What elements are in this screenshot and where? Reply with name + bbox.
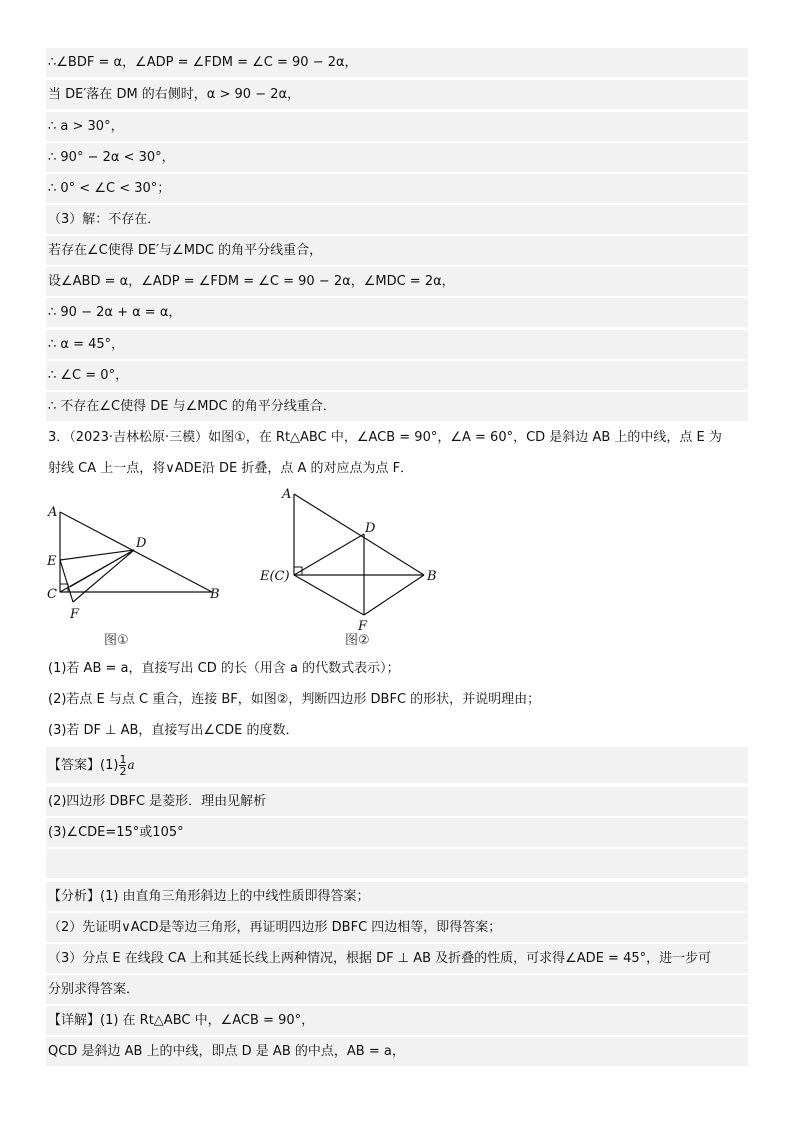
analysis-line-2: （2）先证明∨ACD是等边三角形，再证明四边形 DBFC 四边相等，即得答案； — [46, 913, 748, 942]
solution-line-11: ∴ ∠C = 0°， — [46, 361, 748, 390]
fig1-caption: 图① — [104, 633, 129, 648]
fig1-label-D: D — [136, 536, 147, 551]
fig2-label-EC: E(C) — [260, 569, 290, 584]
question-1: (1)若 AB = a，直接写出 CD 的长（用含 a 的代数式表示）； — [48, 661, 400, 676]
answer-1-prefix: (1) — [100, 758, 119, 773]
geometry-figures — [40, 484, 460, 656]
solution-line-3: ∴ a > 30°， — [46, 112, 748, 141]
fig1-label-F: F — [70, 607, 80, 622]
answer-1-fraction — [119, 754, 126, 777]
fraction-numerator: 1 — [119, 753, 127, 766]
fig1-label-E: E — [47, 554, 57, 569]
answer-line-1 — [46, 747, 748, 783]
problem-3-line-1: 3．（2023·吉林松原·三模）如图①，在 Rt△ABC 中，∠ACB = 90°，∠A = 60°，CD 是斜边 AB 上的中线，点 E 为 — [48, 430, 722, 445]
answer-tag: 【答案】 — [48, 758, 101, 773]
solution-line-6: （3）解：不存在． — [46, 205, 748, 234]
question-2: (2)若点 E 与点 C 重合，连接 BF，如图②，判断四边形 DBFC 的形状，并说明理由； — [48, 692, 541, 707]
fig2-caption: 图② — [345, 633, 370, 648]
detail-line-1: 【详解】(1) 在 Rt△ABC 中，∠ACB = 90°， — [46, 1006, 748, 1035]
fig2-label-F: F — [358, 619, 368, 634]
question-3: (3)若 DF ⊥ AB，直接写出∠CDE 的度数． — [48, 723, 299, 738]
solution-line-9: ∴ 90 − 2α + α = α， — [46, 298, 748, 327]
analysis-line-4: 分别求得答案． — [46, 975, 748, 1004]
solution-line-5: ∴ 0° < ∠C < 30°； — [46, 174, 748, 203]
solution-line-8: 设∠ABD = α，∠ADP = ∠FDM = ∠C = 90 − 2α，∠MDC = 2α， — [46, 267, 748, 296]
figure-1 — [46, 505, 220, 648]
answer-spacer — [46, 849, 748, 878]
fig2-label-B: B — [427, 569, 437, 584]
solution-line-7: 若存在∠C使得 DE′与∠MDC 的角平分线重合， — [46, 236, 748, 265]
solution-line-2: 当 DE′落在 DM 的右侧时，α > 90 − 2α， — [46, 80, 748, 109]
fig1-label-B: B — [210, 587, 220, 602]
solution-line-1: ∴∠BDF = α，∠ADP = ∠FDM = ∠C = 90 − 2α， — [46, 48, 748, 77]
problem-3-line-2: 射线 CA 上一点，将∨ADE沿 DE 折叠，点 A 的对应点为点 F． — [48, 461, 414, 476]
solution-line-4: ∴ 90° − 2α < 30°， — [46, 143, 748, 172]
answer-1-variable: a — [127, 758, 135, 772]
solution-line-10: ∴ α = 45°， — [46, 330, 748, 359]
fig1-label-A: A — [48, 505, 58, 520]
solution-line-12: ∴ 不存在∠C使得 DE 与∠MDC 的角平分线重合． — [46, 392, 748, 421]
analysis-line-1: 【分析】(1) 由直角三角形斜边上的中线性质即得答案； — [46, 882, 748, 911]
fig2-label-A: A — [282, 487, 292, 502]
analysis-line-3: （3）分点 E 在线段 CA 上和其延长线上两种情况，根据 DF ⊥ AB 及折叠的性质，可求得∠ADE = 45°，进一步可 — [46, 944, 748, 973]
detail-line-2: QCD 是斜边 AB 上的中线，即点 D 是 AB 的中点，AB = a， — [46, 1037, 748, 1066]
fraction-denominator: 2 — [119, 765, 127, 778]
answer-line-2: (2)四边形 DBFC 是菱形．理由见解析 — [46, 787, 748, 816]
answer-line-3: (3)∠CDE=15°或105° — [46, 818, 748, 847]
fig2-label-D: D — [365, 521, 376, 536]
fig1-label-C: C — [47, 587, 57, 602]
figure-2 — [259, 487, 437, 648]
